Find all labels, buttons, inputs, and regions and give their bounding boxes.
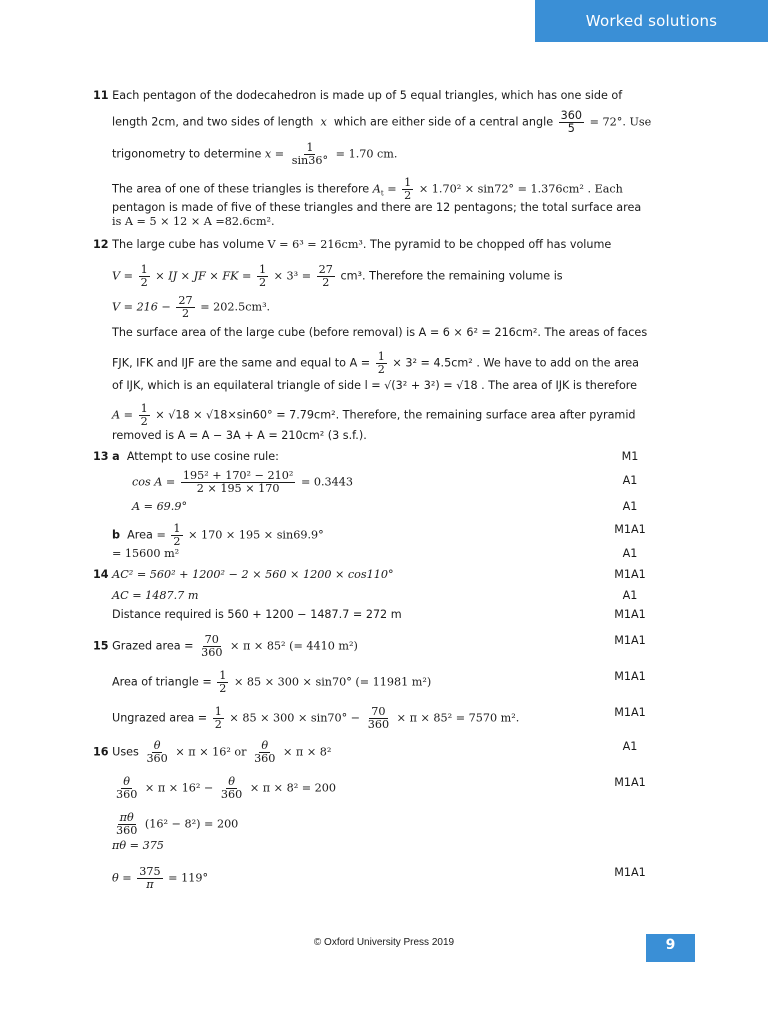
fraction-27-over-2: $\frac{27}{2}$ xyxy=(318,263,333,289)
q12-text-5b: × 3² = 4.5cm² . We have to add on the area xyxy=(392,356,640,370)
mark: M1A1 xyxy=(614,776,646,789)
q12-line-4: The surface area of the large cube (before removal) is A = 6 × 6² = 216cm². The areas of faces xyxy=(112,326,648,339)
fraction-1-over-sin36: $\frac{1}{\sin 36^\circ}$ xyxy=(291,141,329,167)
q13-number: 13 xyxy=(93,450,109,463)
q12-line-5 xyxy=(112,351,639,376)
mark: A1 xyxy=(622,474,638,487)
q11-text-4c: × 1.70² × sin72° = 1.376cm² . Each xyxy=(418,182,623,196)
q11-line-2 xyxy=(112,110,651,135)
q16-text-3b: (16² − 8²) = 200 xyxy=(144,817,239,831)
q12-line-8: removed is A = A − 3A + A = 210cm² (3 s.f.). xyxy=(112,429,367,442)
copyright-footer: © Oxford University Press 2019 xyxy=(313,937,455,948)
q12-line-7 xyxy=(112,403,636,428)
q14-number: 14 xyxy=(93,568,109,581)
fraction-half: $\frac{1}{2}$ xyxy=(140,263,148,289)
q14-cosine-rule: AC² = 560² + 1200² − 2 × 560 × 1200 × cos110° xyxy=(112,568,394,581)
q11-text-1: Each pentagon of the dodecahedron is made up of 5 equal triangles, which has one side of xyxy=(112,89,623,102)
mark: M1A1 xyxy=(614,670,646,683)
q13-part-a: a xyxy=(112,450,120,463)
fraction-27-over-2: $\frac{27}{2}$ xyxy=(178,294,193,320)
mark: M1A1 xyxy=(614,608,646,621)
q15-line-1 xyxy=(93,634,358,659)
q13-cos-result: = 0.3443 xyxy=(300,475,354,489)
fraction-half: $\frac{1}{2}$ xyxy=(214,705,222,731)
fraction-half: $\frac{1}{2}$ xyxy=(219,669,227,695)
fraction-half: $\frac{1}{2}$ xyxy=(140,402,148,428)
q11-text-4a: The area of one of these triangles is therefore xyxy=(112,182,370,196)
q14-line-1 xyxy=(93,568,394,582)
q12-text-5a: FJK, IFK and IJF are the same and equal to A = xyxy=(112,356,371,370)
q16-text-2c: × π × 8² = 200 xyxy=(249,781,337,795)
fraction-half: $\frac{1}{2}$ xyxy=(404,176,412,202)
q11-text-2a: length 2cm, and two sides of length xyxy=(112,115,314,129)
q15-triangle-expr: × 85 × 300 × sin70° (= 11981 m²) xyxy=(233,675,432,689)
q12-text-3a: V = 216 − xyxy=(112,300,171,314)
q15-ungrazed-result: × π × 85² = 7570 m². xyxy=(396,711,520,725)
q13-cos-a: cos A = xyxy=(132,475,176,489)
fraction-cosine-rule: $\frac{\text{195² + 170² − 210²}}{2 \times 195 \times 170}$ xyxy=(182,469,294,495)
q11-line-6: is A = 5 × 12 × A =82.6cm². xyxy=(112,215,275,228)
fraction-70-over-360: $\frac{70}{360}$ xyxy=(201,633,223,659)
q14-line-2: AC = 1487.7 m xyxy=(112,589,199,602)
q11-text-2b: which are either side of a central angle xyxy=(333,115,554,129)
fraction-theta-over-360: $\frac{\theta}{360}$ xyxy=(116,775,138,801)
mark: A1 xyxy=(622,500,638,513)
q11-number: 11 xyxy=(93,89,109,102)
mark: A1 xyxy=(622,589,638,602)
q13-line-2 xyxy=(132,470,353,495)
fraction-375-over-pi: $\frac{375}{\pi}$ xyxy=(139,865,161,891)
fraction-theta-over-360: $\frac{\theta}{360}$ xyxy=(146,739,168,765)
q12-text-2b: × IJ × JF × FK = xyxy=(155,269,252,283)
mark: A1 xyxy=(622,740,638,753)
q11-line-5: pentagon is made of five of these triangles and there are 12 pentagons; the total surface area xyxy=(112,201,642,214)
q12-line-3 xyxy=(112,295,270,320)
q15-line-3 xyxy=(112,706,519,731)
q16-line-5 xyxy=(112,866,208,891)
q13-text-a1: Attempt to use cosine rule: xyxy=(126,450,279,463)
q12-number: 12 xyxy=(93,238,109,251)
mark: M1A1 xyxy=(614,568,646,581)
q13-text-b1a: Area xyxy=(127,528,153,542)
q13-line-4 xyxy=(112,523,324,548)
q12-text-3b: = 202.5cm³. xyxy=(200,300,271,314)
q11-line-1 xyxy=(93,89,622,103)
q12-line-2 xyxy=(112,264,563,289)
q12-text-1c: . The pyramid to be chopped off has volume xyxy=(362,238,612,251)
q15-line-2 xyxy=(112,670,431,695)
q13-line-1 xyxy=(93,450,279,464)
q11-var-A: A xyxy=(372,182,381,196)
q15-number: 15 xyxy=(93,639,109,653)
q11-text-3a: trigonometry to determine xyxy=(112,147,262,161)
q16-text-1b: × π × 16² or xyxy=(175,745,247,759)
fraction-half: $\frac{1}{2}$ xyxy=(258,263,267,289)
mark: M1A1 xyxy=(614,634,646,647)
q16-line-3 xyxy=(112,812,238,837)
var-x: x xyxy=(316,115,331,129)
q12-volume-cube: V = 6³ = 216cm³ xyxy=(267,238,363,251)
q13-part-b: b xyxy=(112,528,121,542)
q16-text-1c: × π × 8² xyxy=(282,745,332,759)
q13-line-3: A = 69.9° xyxy=(132,500,188,513)
q12-vp: V = xyxy=(112,269,134,283)
page-number: 9 xyxy=(646,934,695,962)
q16-text-5a: θ = xyxy=(112,871,132,885)
q11-line-4: The area of one of these triangles is therefore $A_t$ = $\frac{1}{2}$ × 1.70² × sin72° = 1.376cm² . Each xyxy=(112,176,623,202)
q12-text-2c: × 3³ = xyxy=(273,269,312,283)
q15-text-3b: × 85 × 300 × sin70° − xyxy=(229,711,361,725)
q12-line-1 xyxy=(93,238,611,252)
q16-line-4: πθ = 375 xyxy=(112,839,164,852)
fraction-half: $\frac{1}{2}$ xyxy=(377,350,385,376)
fraction-half: $\frac{1}{2}$ xyxy=(173,522,181,548)
q15-text-3a: Ungrazed area = xyxy=(112,711,208,725)
fraction-pi-theta-over-360: $\frac{\pi\theta}{360}$ xyxy=(116,811,138,837)
fraction-360-over-5: $\frac{360}{5}$ xyxy=(560,109,583,135)
q13-area-expr: × 170 × 195 × sin69.9° xyxy=(188,528,324,542)
q11-text-2c: = 72°. Use xyxy=(589,115,652,129)
q15-grazed-expr: × π × 85² (= 4410 m²) xyxy=(230,639,358,653)
mark: M1A1 xyxy=(614,866,646,879)
fraction-70-over-360: $\frac{70}{360}$ xyxy=(367,705,390,731)
q15-text-2a: Area of triangle = xyxy=(112,675,212,689)
mark: M1 xyxy=(621,450,639,463)
q16-line-1 xyxy=(93,740,331,765)
mark: M1A1 xyxy=(614,706,646,719)
q12-text-2e: cm³. Therefore the remaining volume is xyxy=(340,269,563,283)
q16-text-2b: × π × 16² − xyxy=(144,781,214,795)
fraction-theta-over-360: $\frac{\theta}{360}$ xyxy=(220,775,243,801)
q12-text-7b: × √18 × √18×sin60° = 7.79cm². Therefore, the remaining surface area after pyramid xyxy=(155,408,636,422)
q11-line-3 xyxy=(112,142,397,167)
q12-text-1a: The large cube has volume xyxy=(112,238,264,251)
mark: A1 xyxy=(622,547,638,560)
q15-text-1a: Grazed area = xyxy=(112,639,194,653)
q11-eq-x: x = xyxy=(264,147,285,161)
q12-a-corner: A = xyxy=(112,408,134,422)
q16-text-1a: Uses xyxy=(112,745,139,759)
mark: M1A1 xyxy=(614,523,646,536)
q11-result-x: = 1.70 cm. xyxy=(335,147,398,161)
q14-line-3: Distance required is 560 + 1200 − 1487.7 = 272 m xyxy=(112,608,402,621)
q16-theta-result: = 119° xyxy=(168,871,209,885)
fraction-theta-over-360: $\frac{\theta}{360}$ xyxy=(254,739,276,765)
q12-line-6: of IJK, which is an equilateral triangle of side l = √(3² + 3²) = √18 . The area of IJK is therefore xyxy=(112,379,638,392)
q16-number: 16 xyxy=(93,745,109,759)
section-banner: Worked solutions xyxy=(535,0,768,42)
q16-line-2 xyxy=(112,776,336,801)
q13-line-5: = 15600 m² xyxy=(112,547,180,560)
equals-sign: = xyxy=(156,528,166,542)
